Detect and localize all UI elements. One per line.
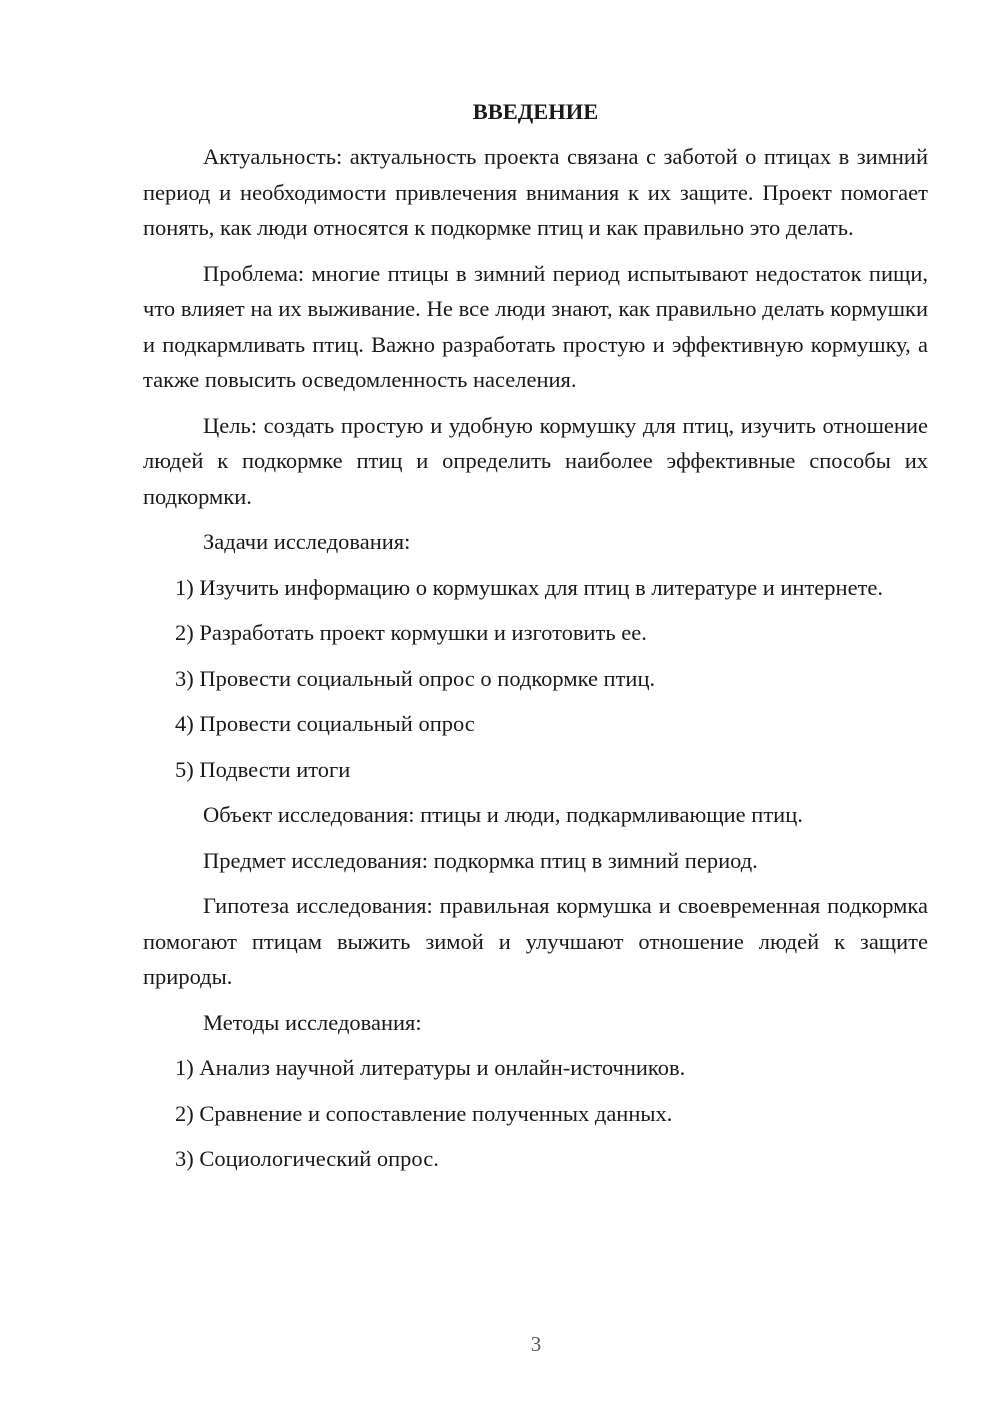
paragraph-problem: Проблема: многие птицы в зимний период испытывают недостаток пищи, что влияет на их выживание. Не все люди знают, как правильно делать кормушки и подкармливать птиц. Важно разработать простую и эффективную кормушку, а также повысить осведомленность населения. [143,260,928,392]
page-number: 3 [530,1332,542,1356]
document-body [143,94,928,1187]
task-item-1: 1) Изучить информацию о кормушках для птиц в литературе и интернете. [175,574,884,600]
task-item-4: 4) Провести социальный опрос [175,711,475,736]
task-item-2: 2) Разработать проект кормушки и изготовить ее. [175,620,647,645]
methods-heading: Методы исследования: [203,1009,422,1035]
paragraph-relevance: Актуальность: актуальность проекта связана с заботой о птицах в зимний период и необходимости привлечения внимания к их защите. Проект помогает понять, как люди относятся к подкормке птиц и как правильно это делать. [143,144,928,240]
task-item-5: 5) Подвести итоги [175,756,351,782]
paragraph-goal: Цель: создать простую и удобную кормушку для птиц, изучить отношение людей к подкормке птиц и определить наиболее эффективные способы их подкормки. [143,412,928,509]
paragraph-object: Объект исследования: птицы и люди, подкармливающие птиц. [203,802,803,827]
tasks-heading: Задачи исследования: [203,529,411,554]
method-item-3: 3) Социологический опрос. [175,1146,439,1171]
section-title: ВВЕДЕНИЕ [472,99,599,124]
task-item-3: 3) Провести социальный опрос о подкормке птиц. [175,665,656,691]
method-item-1: 1) Анализ научной литературы и онлайн-источников. [175,1055,686,1080]
paragraph-subject: Предмет исследования: подкормка птиц в зимний период. [203,847,758,873]
paragraph-hypothesis: Гипотеза исследования: правильная кормушка и своевременная подкормка помогают птицам выжить зимой и улучшают отношение людей к защите природы. [143,893,928,989]
method-item-2: 2) Сравнение и сопоставление полученных данных. [175,1100,673,1126]
